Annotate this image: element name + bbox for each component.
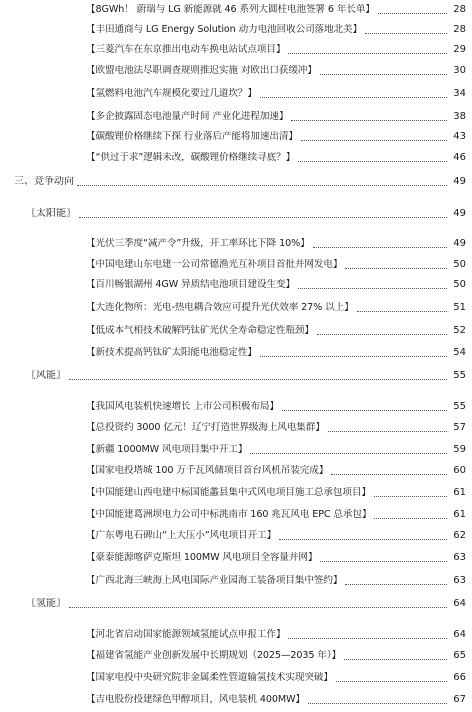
toc-dot-leader [344, 659, 447, 660]
toc-entry-title: 【广东粤电石碑山“上大压小”风电项目开工】 [86, 530, 277, 541]
toc-entry[interactable] [86, 107, 466, 123]
toc-entry-title: 【光伏三季度“减产令”升级，开工率环比下降 10%】 [86, 238, 310, 249]
toc-page-number: 60 [453, 465, 466, 476]
toc-dot-leader [69, 379, 447, 380]
toc-entry-title: 【中国能建山西电建中标国能蠡县集中式风电项目施工总承包项目】 [86, 487, 371, 498]
toc-entry[interactable] [86, 418, 466, 434]
toc-dot-leader [288, 53, 447, 54]
toc-entry[interactable] [86, 275, 466, 291]
toc-entry[interactable] [86, 690, 466, 706]
toc-page-number: 49 [453, 176, 466, 187]
toc-dot-leader [308, 703, 447, 704]
toc-dot-leader [291, 120, 447, 121]
toc-entry-title: 三、竞争动向 [14, 176, 74, 187]
toc-page-number: 67 [453, 694, 466, 705]
toc-dot-leader [69, 607, 447, 608]
toc-entry[interactable] [86, 127, 466, 143]
toc-page-number: 28 [453, 4, 466, 15]
toc-section[interactable] [14, 172, 466, 188]
toc-page-number: 54 [453, 347, 466, 358]
toc-dot-leader [331, 474, 447, 475]
toc-entry-title: 【国家电投中央研究院非金属柔性管道输氢技术实现突破】 [86, 672, 333, 683]
toc-dot-leader [374, 518, 447, 519]
toc-dot-leader [260, 356, 447, 357]
toc-page-number: 57 [453, 422, 466, 433]
toc-page-number: 61 [453, 487, 466, 498]
toc-page-number: 43 [453, 131, 466, 142]
toc-dot-leader [320, 74, 447, 75]
toc-dot-leader [260, 97, 447, 98]
toc-page-number: 38 [453, 111, 466, 122]
toc-dot-leader [378, 13, 447, 14]
toc-page-number: 55 [453, 401, 466, 412]
toc-entry-title: 【新技术提高钙钛矿太阳能电池稳定性】 [86, 347, 257, 358]
toc-dot-leader [345, 584, 447, 585]
toc-page-number: 34 [453, 88, 466, 99]
toc-entry-title: 【碳酸锂价格继续下探 行业落后产能将加速出清】 [86, 131, 298, 142]
toc-entry[interactable] [86, 148, 466, 164]
toc-dot-leader [317, 334, 447, 335]
toc-entry-title: 【大连化物所：光电-热电耦合效应可提升光伏效率 27% 以上】 [86, 302, 354, 313]
toc-dot-leader [301, 140, 447, 141]
toc-dot-leader [313, 247, 447, 248]
toc-page-number: 49 [453, 208, 466, 219]
toc-dot-leader [279, 539, 447, 540]
toc-page-number: 59 [453, 444, 466, 455]
toc-dot-leader [79, 217, 447, 218]
toc-entry[interactable] [86, 646, 466, 662]
toc-page-number: 61 [453, 509, 466, 520]
toc-entry-title: 【国家电投塔城 100 万千瓦风储项目首台风机吊装完成】 [86, 465, 329, 476]
toc-entry-title: 【低成本气相技术破解钙钛矿光伏全寿命稳定性瓶颈】 [86, 325, 314, 336]
toc-category[interactable] [26, 594, 466, 610]
toc-entry-title: 【“供过于求”逻辑未改，碳酸锂价格继续寻底？】 [86, 152, 296, 163]
toc-page-number: 46 [453, 152, 466, 163]
toc-dot-leader [345, 268, 447, 269]
toc-dot-leader [298, 288, 447, 289]
toc-dot-leader [374, 496, 447, 497]
toc-page-number: 55 [453, 370, 466, 381]
toc-page-number: 64 [453, 598, 466, 609]
toc-page-number: 64 [453, 629, 466, 640]
toc-entry[interactable] [86, 61, 466, 77]
toc-dot-leader [77, 185, 447, 186]
toc-page-number: 51 [453, 302, 466, 313]
toc-dot-leader [298, 161, 447, 162]
toc-entry-title: 【丰田通商与 LG Energy Solution 动力电池回收公司落地北美】 [86, 24, 363, 35]
toc-entry-title: 【福建省氢能产业创新发展中长期规划（2025—2035 年）】 [86, 650, 342, 661]
toc-page-number: 50 [453, 279, 466, 290]
toc-entry[interactable] [86, 461, 466, 477]
toc-entry[interactable] [86, 40, 466, 56]
toc-entry-title: 【中国电建山东电建一公司常德渔光互补项目首批并网发电】 [86, 259, 343, 270]
toc-dot-leader [328, 431, 447, 432]
toc-entry[interactable] [86, 483, 466, 499]
toc-page-number: 66 [453, 672, 466, 683]
toc-dot-leader [357, 311, 447, 312]
toc-entry-title: 【多企披露固态电池量产时间 产业化进程加速】 [86, 111, 289, 122]
toc-category[interactable] [26, 366, 466, 382]
toc-entry[interactable] [86, 440, 466, 456]
toc-entry-title: 【我国风电装机快速增长 上市公司积极布局】 [86, 401, 279, 412]
toc-entry-title: 〖太阳能〗 [26, 208, 76, 219]
toc-page-number: 29 [453, 44, 466, 55]
toc-page-number: 28 [453, 24, 466, 35]
toc-entry[interactable] [86, 625, 466, 641]
toc-entry[interactable] [86, 548, 466, 564]
toc-entry-title: 【吉电股份投建绿色甲醇项目，风电装机 400MW】 [86, 694, 305, 705]
toc-page-number: 65 [453, 650, 466, 661]
toc-entry-title: 【豪泰能源喀萨克斯坦 100MW 风电项目全容量并网】 [86, 552, 318, 563]
toc-dot-leader [336, 681, 447, 682]
toc-dot-leader [365, 33, 447, 34]
toc-dot-leader [320, 561, 447, 562]
toc-entry[interactable] [86, 0, 466, 16]
toc-entry-title: 【中国能建葛洲坝电力公司中标洮南市 160 兆瓦风电 EPC 总承包】 [86, 509, 372, 520]
toc-entry-title: 【8GWh！ 蔚瑞与 LG 新能源就 46 系列大圆柱电池签署 6 年长单】 [86, 4, 375, 15]
toc-page-number: 30 [453, 65, 466, 76]
toc-entry[interactable] [86, 526, 466, 542]
toc-page-number: 63 [453, 575, 466, 586]
toc-entry-title: 【广西北海三峡海上风电国际产业园海工装备项目集中签约】 [86, 575, 343, 586]
toc-page-number: 49 [453, 238, 466, 249]
toc-entry[interactable] [86, 321, 466, 337]
toc-entry[interactable] [86, 397, 466, 413]
toc-entry-title: 【新疆 1000MW 风电项目集中开工】 [86, 444, 248, 455]
toc-entry[interactable] [86, 505, 466, 521]
toc-category[interactable] [26, 204, 466, 220]
toc-page-number: 50 [453, 259, 466, 270]
toc-entry[interactable] [86, 298, 466, 314]
toc-page-number: 52 [453, 325, 466, 336]
toc-entry-title: 【三菱汽车在东京推出电动车换电站试点项目】 [86, 44, 286, 55]
toc-entry[interactable] [86, 571, 466, 587]
toc-entry-title: 〖氢能〗 [26, 598, 66, 609]
toc-entry-title: 【百川畅银湖州 4GW 异质结电池项目建设生变】 [86, 279, 296, 290]
toc-entry-title: 〖风能〗 [26, 370, 66, 381]
toc-entry-title: 【欧盟电池法尽职调查规则推迟实施 对欧出口获缓冲】 [86, 65, 317, 76]
toc-page-number: 62 [453, 530, 466, 541]
toc-dot-leader [282, 410, 447, 411]
toc-entry-title: 【总投资约 3000 亿元！辽宁打造世界级海上风电集群】 [86, 422, 325, 433]
toc-entry[interactable] [86, 343, 466, 359]
toc-entry-title: 【河北省启动国家能源领域氢能试点申报工作】 [86, 629, 286, 640]
toc-entry[interactable] [86, 255, 466, 271]
toc-entry-title: 【氢燃料电池汽车规模化要过几道坎？】 [86, 88, 257, 99]
toc-entry[interactable] [86, 668, 466, 684]
toc-dot-leader [250, 453, 447, 454]
toc-entry[interactable] [86, 234, 466, 250]
toc-entry[interactable] [86, 84, 466, 100]
toc-page-number: 63 [453, 552, 466, 563]
toc-dot-leader [288, 638, 447, 639]
toc-entry[interactable] [86, 20, 466, 36]
